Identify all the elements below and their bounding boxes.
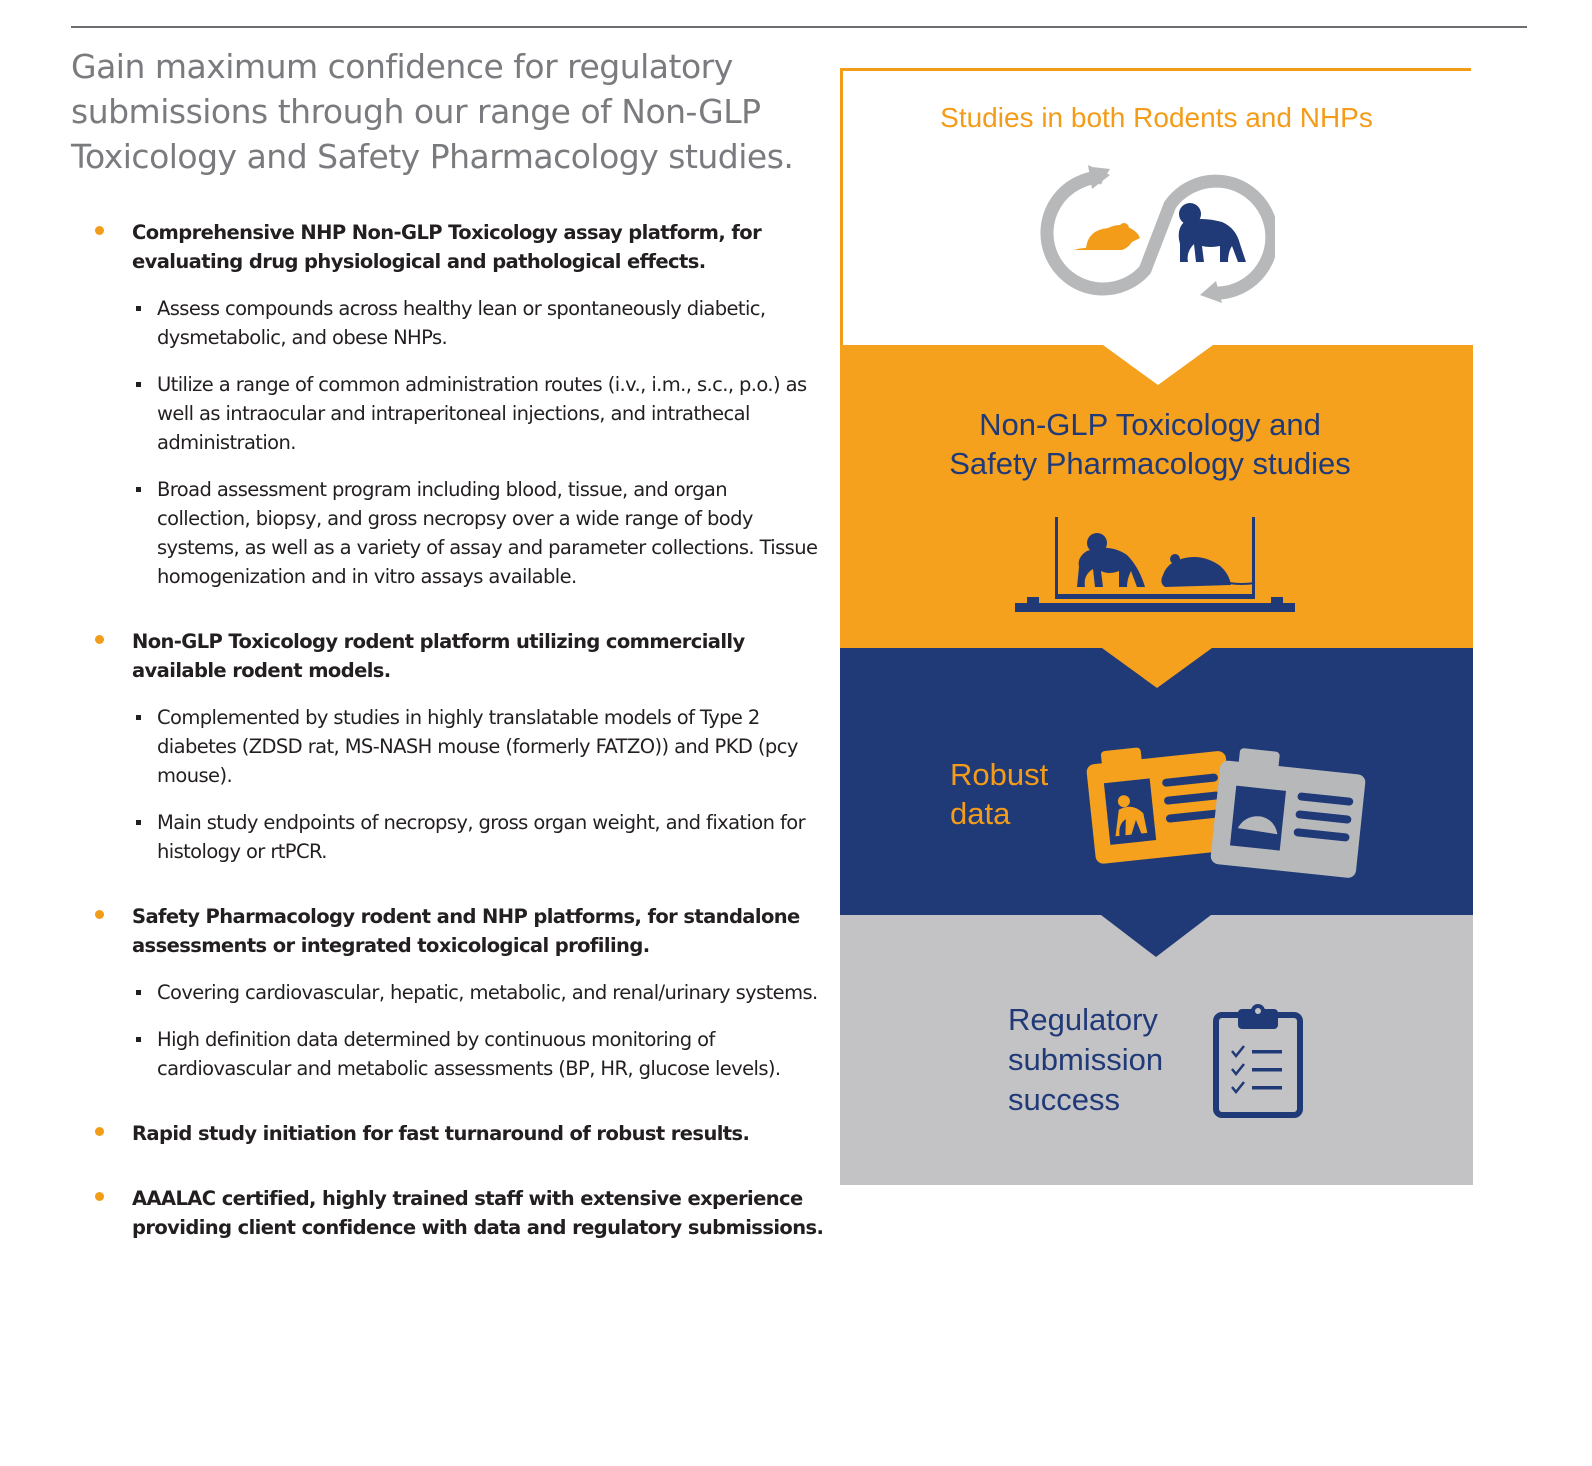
sub-text: High definition data determined by continuous monitoring of cardiovascular and metabolic assessments (BP, HR, glucose levels). <box>157 1028 781 1080</box>
sub-text: Assess compounds across healthy lean or spontaneously diabetic, dysmetabolic, and obese NHPs. <box>157 297 766 349</box>
bullet-text: AAALAC certified, highly trained staff with extensive experience providing client confidence with data and regulatory submissions. <box>132 1187 824 1239</box>
bullet-dot-icon <box>95 1192 104 1201</box>
sub-text: Covering cardiovascular, hepatic, metabolic, and renal/urinary systems. <box>157 981 818 1004</box>
sub-item <box>132 1025 825 1083</box>
sub-bullet-icon <box>136 715 141 720</box>
mouse-icon <box>1072 218 1142 256</box>
sub-bullet-icon <box>136 820 141 825</box>
bullet-dot-icon <box>95 1127 104 1136</box>
clipboard-checklist-icon <box>1212 1003 1304 1119</box>
sub-item <box>132 370 825 457</box>
bullet-dot-icon <box>95 910 104 919</box>
bullet-text: Non-GLP Toxicology rodent platform utilizing commercially available rodent models. <box>132 630 745 682</box>
sub-bullet-icon <box>136 990 141 995</box>
sub-bullet-icon <box>136 487 141 492</box>
sub-text: Utilize a range of common administration routes (i.v., i.m., s.c., p.o.) as well as intraocular and intraperitoneal injections, and intrathecal administration. <box>157 373 807 454</box>
bullet-item <box>95 627 825 866</box>
bullet-dot-icon <box>95 635 104 644</box>
bullet-text: Rapid study initiation for fast turnaround of robust results. <box>132 1122 750 1145</box>
bullet-list <box>95 218 825 1242</box>
sub-item <box>132 703 825 790</box>
sub-text: Main study endpoints of necropsy, gross organ weight, and fixation for histology or rtPCR. <box>157 811 805 863</box>
data-cards-icon <box>1085 740 1370 880</box>
non-glp-title-line2: Safety Pharmacology studies <box>949 446 1351 481</box>
reg-line1: Regulatory <box>1008 1002 1158 1037</box>
sub-bullet-icon <box>136 382 141 387</box>
non-glp-title <box>840 405 1460 483</box>
sub-list <box>132 294 825 591</box>
bullet-item <box>95 902 825 1083</box>
robust-line1: Robust <box>950 757 1049 792</box>
regulatory-title <box>1008 1000 1163 1120</box>
reg-line3: success <box>1008 1082 1120 1117</box>
bullet-text: Safety Pharmacology rodent and NHP platforms, for standalone assessments or integrated toxicological profiling. <box>132 905 800 957</box>
bullet-dot-icon <box>95 226 104 235</box>
headline: Gain maximum confidence for regulatory submissions through our range of Non-GLP Toxicology and Safety Pharmacology studies. <box>71 47 794 176</box>
orange-notch <box>1103 345 1213 385</box>
bullet-text: Comprehensive NHP Non-GLP Toxicology assay platform, for evaluating drug physiological and pathological effects. <box>132 221 762 273</box>
sub-bullet-icon <box>136 1037 141 1042</box>
sub-text: Broad assessment program including blood, tissue, and organ collection, biopsy, and gross necropsy over a wide range of body systems, as well as a variety of assay and parameter collections. Tissue homogenization and in vitro assays available. <box>157 478 818 588</box>
sub-item <box>132 294 825 352</box>
sub-item <box>132 475 825 591</box>
gray-notch <box>1101 915 1211 957</box>
robust-line2: data <box>950 796 1011 831</box>
infographic-panel <box>840 0 1473 1200</box>
robust-data-title <box>950 755 1048 833</box>
sub-list <box>132 978 825 1083</box>
bullet-item <box>95 1184 825 1242</box>
non-glp-title-line1: Non-GLP Toxicology and <box>979 407 1321 442</box>
bullet-item <box>95 1119 825 1148</box>
navy-notch <box>1102 648 1212 688</box>
reg-line2: submission <box>1008 1042 1164 1077</box>
bullet-item <box>95 218 825 591</box>
monkey-icon-tray <box>1077 533 1145 587</box>
lab-tray-icon <box>1015 515 1295 615</box>
studies-title: Studies in both Rodents and NHPs <box>940 102 1373 133</box>
sub-item <box>132 978 825 1007</box>
sub-list <box>132 703 825 866</box>
sub-item <box>132 808 825 866</box>
monkey-icon <box>1170 200 1250 266</box>
sub-bullet-icon <box>136 306 141 311</box>
sub-text: Complemented by studies in highly translatable models of Type 2 diabetes (ZDSD rat, MS-NASH mouse (formerly FATZO)) and PKD (pcy mouse). <box>157 706 798 787</box>
